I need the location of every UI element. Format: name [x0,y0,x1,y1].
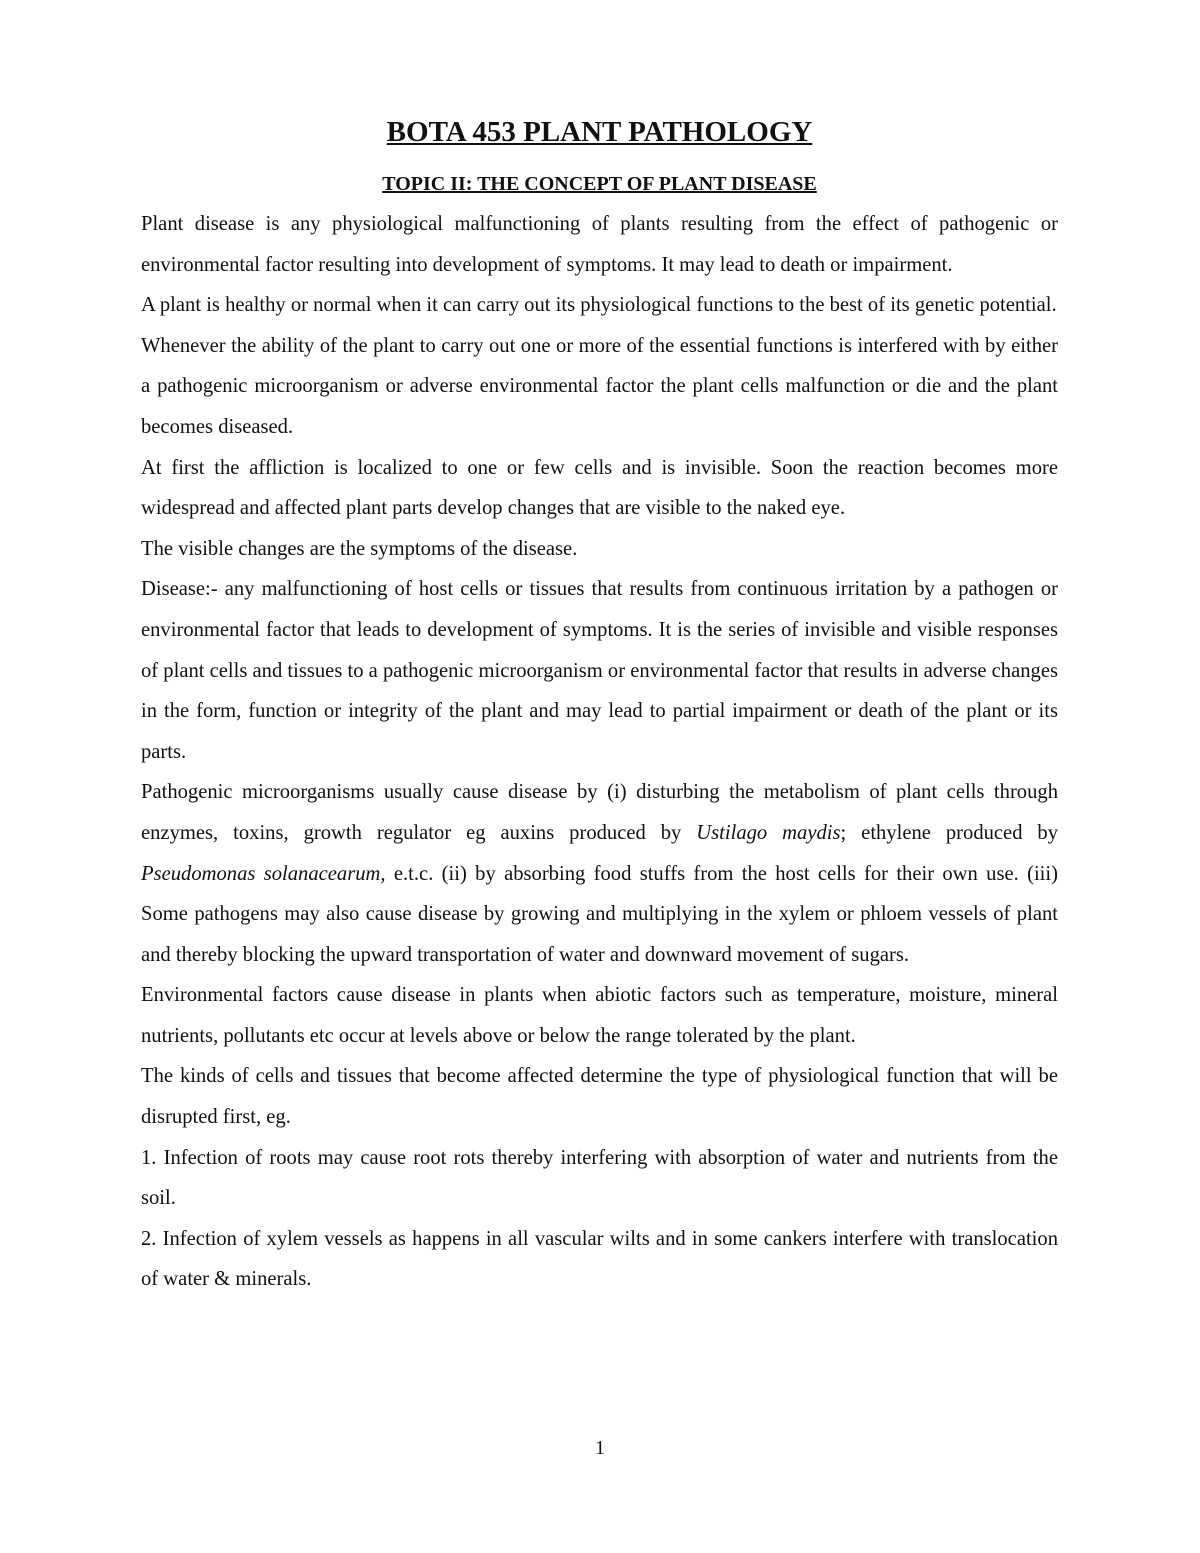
document-page [141,112,1058,1300]
paragraph-symptoms: The visible changes are the symptoms of the disease. [141,537,578,560]
text-segment: ; ethylene produced by [840,821,1059,844]
paragraph-disease-definition: Disease:- any malfunctioning of host cells or tissues that results from continuous irritation by a pathogen or environmental factor that leads to development of symptoms. It is the series of invisible and visible responses of plant cells and tissues to a pathogenic microorganism or environmental factor that results in adverse changes in the form, function or integrity of the plant and may lead to partial impairment or death of the plant or its parts. [141,578,1058,763]
paragraph-pathogenic-microorganisms [141,772,1058,975]
document-title: BOTA 453 PLANT PATHOLOGY [386,116,813,148]
paragraph-affliction: At first the affliction is localized to one or few cells and is invisible. Soon the reaction becomes more widespread and affected plant parts develop changes that are visible to the naked eye. [141,456,1058,520]
page-number: 1 [595,1437,605,1459]
paragraph-environmental-factors: Environmental factors cause disease in plants when abiotic factors such as temperature, moisture, mineral nutrients, pollutants etc occur at levels above or below the range tolerated by the plant. [141,984,1058,1047]
paragraph-affected-tissues: The kinds of cells and tissues that become affected determine the type of physiological function that will be disrupted first, eg. [141,1065,1058,1129]
paragraph-diseased-plant: Whenever the ability of the plant to carry out one or more of the essential functions is interfered with by either a pathogenic microorganism or adverse environmental factor the plant cells malfunction or die and the plant becomes diseased. [141,334,1058,438]
paragraph-definition: Plant disease is any physiological malfunctioning of plants resulting from the effect of pathogenic or environmental factor resulting into development of symptoms. It may lead to death or impairment. [141,213,1058,276]
topic-heading: TOPIC II: THE CONCEPT OF PLANT DISEASE [382,173,817,195]
paragraph-healthy-plant: A plant is healthy or normal when it can carry out its physiological functions to the best of its genetic potential. [141,294,1057,317]
species-name: Ustilago maydis [696,821,841,844]
species-name: Pseudomonas solanacearum, [141,862,386,885]
text-segment: e.t.c. (ii) by absorbing food stuffs from the host cells for their own use. (iii) Some pathogens may also cause disease by growing and multiplying in the xylem or phloem vessels of plant and thereby blocking the upward transportation of water and downward movement of sugars. [141,862,1058,966]
list-item-root-infection: 1. Infection of roots may cause root rots thereby interfering with absorption of water and nutrients from the soil. [141,1146,1058,1210]
text-segment: Pathogenic microorganisms usually cause disease by (i) disturbing the metabolism of plant cells through enzymes, toxins, growth regulator eg auxins produced by [141,781,1058,844]
list-item-xylem-infection: 2. Infection of xylem vessels as happens in all vascular wilts and in some cankers interfere with translocation of water & minerals. [141,1227,1058,1291]
